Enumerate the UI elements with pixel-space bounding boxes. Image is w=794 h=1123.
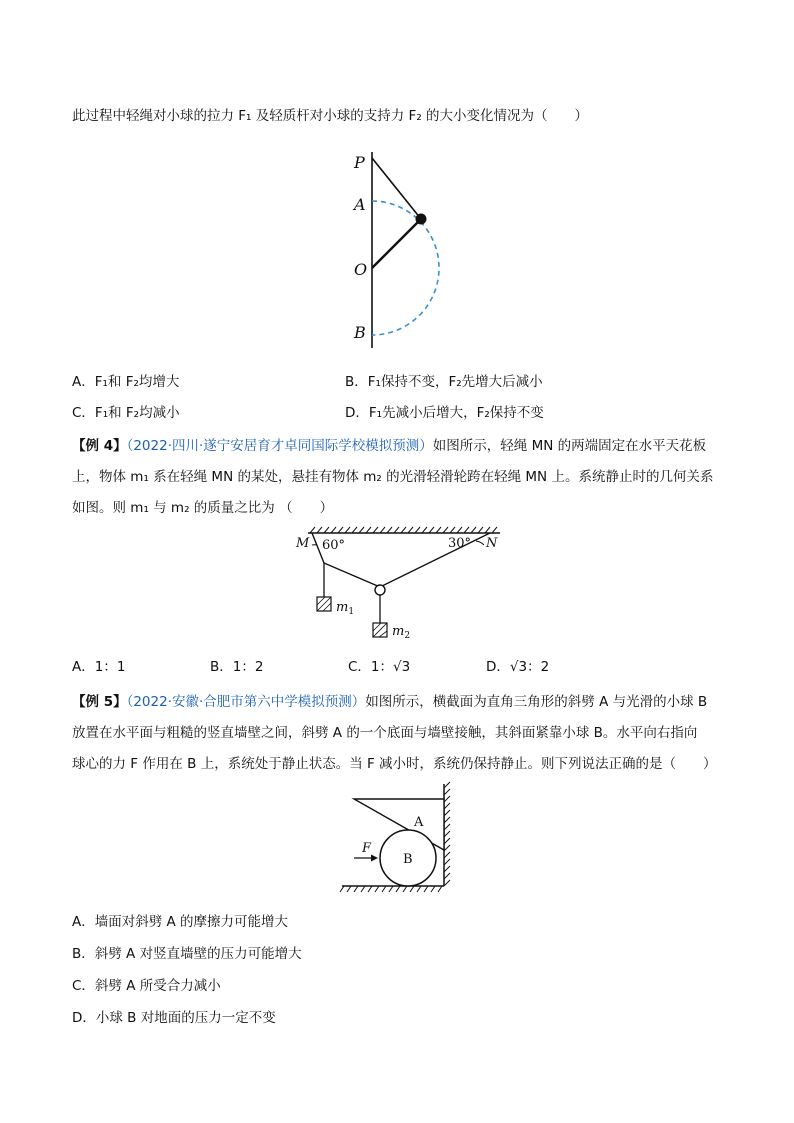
q3-option-a[interactable]: A．F₁和 F₂均增大 [72, 374, 180, 390]
q3-stem: 此过程中轻绳对小球的拉力 F₁ 及轻质杆对小球的支持力 F₂ 的大小变化情况为（ ） [72, 108, 589, 124]
label-angle-30: 30° [448, 536, 472, 551]
ex4-option-b[interactable]: B．1：2 [210, 659, 264, 675]
ex4-line3: 如图。则 m₁ 与 m₂ 的质量之比为 （ ） [72, 500, 334, 516]
label-force-F: F [362, 841, 372, 856]
ex5-line2: 放置在水平面与粗糙的竖直墙壁之间，斜劈 A 的一个底面与墙壁接触，其斜面紧靠小球 B。水平向右指向 [72, 725, 698, 741]
label-A: A [354, 195, 366, 214]
ex5-option-d[interactable]: D．小球 B 对地面的压力一定不变 [72, 1010, 276, 1026]
ex4-line2: 上，物体 m₁ 系在轻绳 MN 的某处，悬挂有物体 m₂ 的光滑轻滑轮跨在轻绳 MN 上。系统静止时的几何关系 [72, 469, 714, 485]
label-ball-B: B [403, 852, 413, 867]
ex4-option-a[interactable]: A．1：1 [72, 659, 126, 675]
ex5-option-c[interactable]: C．斜劈 A 所受合力减小 [72, 978, 221, 994]
ex4-tag: 【例 4】 [72, 438, 127, 454]
q3-option-d[interactable]: D．F₁先减小后增大，F₂保持不变 [345, 405, 544, 421]
ex5-text1: 如图所示，横截面为直角三角形的斜劈 A 与光滑的小球 B [365, 694, 708, 710]
label-m1: $m_1$ [336, 600, 355, 617]
figure-pendulum-diagram [350, 148, 470, 358]
ex4-option-d[interactable]: D．√3：2 [486, 659, 550, 675]
label-wedge-A: A [414, 815, 424, 830]
ex4-source: （2022·四川·遂宁安居育才卓同国际学校模拟预测） [126, 438, 433, 454]
label-O: O [354, 260, 368, 279]
label-angle-60: 60° [322, 538, 346, 553]
label-P: P [354, 153, 365, 172]
q3-option-b[interactable]: B．F₁保持不变，F₂先增大后减小 [345, 374, 543, 390]
ex4-text1: 如图所示，轻绳 MN 的两端固定在水平天花板 [432, 438, 707, 454]
ex5-option-a[interactable]: A．墙面对斜劈 A 的摩擦力可能增大 [72, 914, 289, 930]
label-B: B [354, 323, 366, 342]
ex5-option-b[interactable]: B．斜劈 A 对竖直墙壁的压力可能增大 [72, 946, 302, 962]
figure-wedge-ball-diagram [340, 782, 465, 897]
figure-rope-pulley-diagram [290, 525, 510, 650]
ex5-line3: 球心的力 F 作用在 B 上，系统处于静止状态。当 F 减小时，系统仍保持静止。则下列说法正确的是（ ） [72, 756, 717, 772]
label-M: M [296, 536, 310, 551]
ex5-line1 [72, 690, 734, 710]
label-m2: $m_2$ [392, 624, 411, 641]
q3-option-c[interactable]: C．F₁和 F₂均减小 [72, 405, 180, 421]
ex4-option-c[interactable]: C．1：√3 [348, 659, 411, 675]
ex5-tag: 【例 5】 [72, 694, 127, 710]
ex4-line1 [72, 434, 734, 454]
label-N: N [486, 536, 498, 551]
ex5-source: （2022·安徽·合肥市第六中学模拟预测） [126, 694, 366, 710]
